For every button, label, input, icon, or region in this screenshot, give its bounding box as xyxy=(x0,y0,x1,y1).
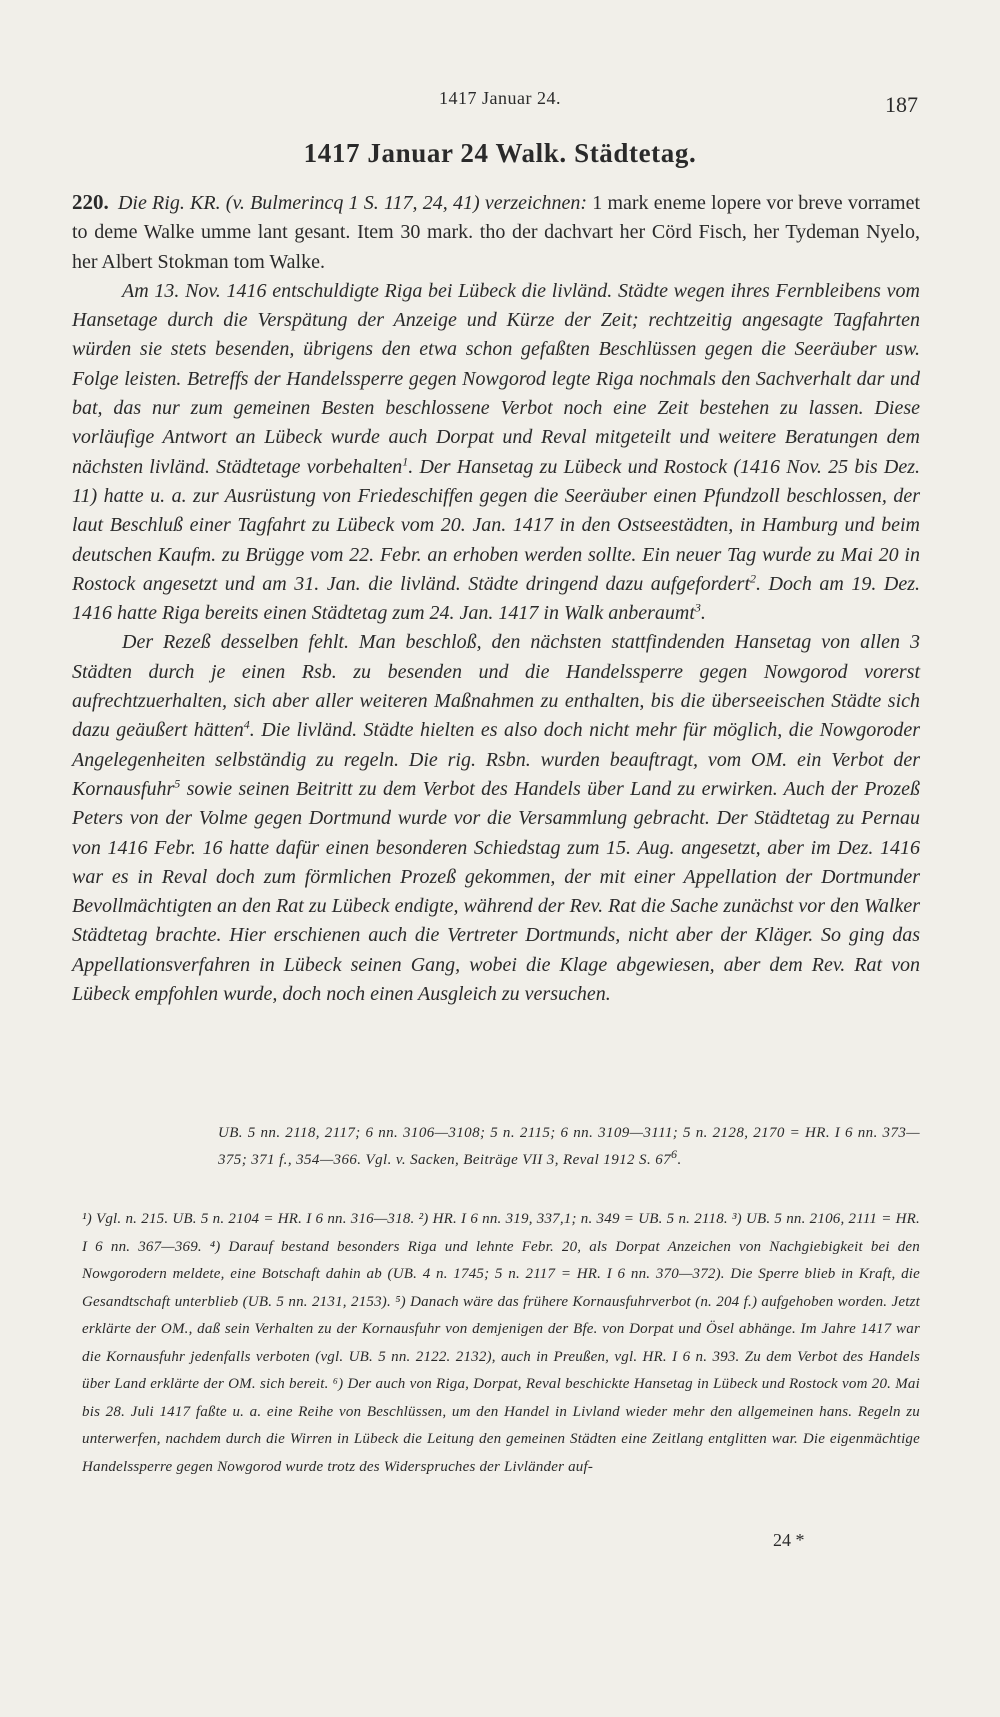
footnote-ref: 2 xyxy=(750,571,757,586)
page-number: 187 xyxy=(885,92,918,117)
footnote-ref: 3 xyxy=(694,600,701,615)
footnote-ref: 5 xyxy=(174,776,181,791)
intro-quote: 1 mark eneme lopere vor breve vorramet to deme Walke umme lant gesant. Item 30 mark. tho der dachvart her Cörd Fisch, her Tydeman Nyelo, her Albert Stokman tom Walke. xyxy=(72,192,921,273)
footnotes: ¹) Vgl. n. 215. UB. 5 n. 2104 = HR. I 6 nn. 316—318. ²) HR. I 6 nn. 319, 337,1; n. 349 = UB. 5 n. 2118. ³) UB. 5 nn. 2106, 2111 = HR. I 6 nn. 367—369. ⁴) Darauf bestand besonders Riga und lehnte Febr. 20, als Dorpat Anzeichen von Nachgiebigkeit bei den Nowgorodern meldete, eine Botschaft dahin ab (UB. 4 n. 1745; 5 n. 2117 = HR. I 6 nn. 370—372). Die Sperre blieb in Kraft, die Gesandtschaft unterblieb (UB. 5 nn. 2131, 2153). ⁵) Danach wäre das frühere Kornausfuhrverbot (n. 204 f.) aufgehoben worden. Jetzt erklärte der OM., daß sein Verhalten zu der Kornausfuhr von demjenigen der Bfe. von Dorpat und Ösel abhänge. Im Jahre 1417 war die Kornausfuhr jedenfalls verboten (vgl. UB. 5 nn. 2122. 2132), auch in Preußen, vgl. HR. I 6 n. 393. Zu dem Verbot des Handels über Land erklärte der OM. sich bereit. ⁶) Der auch von Riga, Dorpat, Reval beschickte Hansetag in Lübeck und Rostock vom 20. Mai bis 28. Juli 1417 faßte u. a. eine Reihe von Beschlüssen, um den Handel in Livland wieder mehr den allgemeinen hans. Regeln zu unterwerfen, nachdem durch die Wirren in Lübeck die Leitung den gemeinen Städten eine Zeitlang entglitten war. Die eigenmächtige Handelssperre gegen Nowgorod wurde trotz des Widerspruches der Livländer auf- xyxy=(82,1211,920,1475)
paragraph-1: Am 13. Nov. 1416 entschuldigte Riga bei Lübeck die livländ. Städte wegen ihres Fernbleibens vom Hansetage durch die Verspätung der Anzeige und Kürze der Zeit; rechtzeitig angesagte Tagfahrten würden sie stets besenden, übrigens den etwa schon gefaßten Beschlüssen gegen die Seeräuber usw. Folge leisten. Betreffs der Handelssperre gegen Nowgorod legte Riga nochmals den Sachverhalt dar und bat, das nur zum gemeinen Besten beschlossene Verbot noch eine Zeit bestehen zu lassen. Diese vorläufige Antwort an Lübeck wurde auch Dorpat und Reval mitgeteilt und weitere Beratungen dem nächsten livländ. Städtetage vorbehalten$^1$. Der Hansetag zu Lübeck und Rostock (1416 Nov. 25 bis Dez. 11) hatte u. a. zur Ausrüstung von Friedeschiffen gegen die Seeräuber einen Pfundzoll beschlossen, der laut Beschluß einer Tagfahrt zu Lübeck vom 20. Jan. 1417 in den Ostseestädten, in Hamburg und beim deutschen Kaufm. zu Brügge vom 22. Febr. an erhoben werden sollte. Ein neuer Tag wurde zu Mai 20 in Rostock angesetzt und am 31. Jan. die livländ. Städte dringend dazu aufgefordert$^2$. Doch am 19. Dez. 1416 hatte Riga bereits einen Städtetag zum 24. Jan. 1417 in Walk anberaumt$^3$. xyxy=(72,279,921,625)
signature-mark: 24 * xyxy=(773,1530,805,1550)
entry-number: 220. xyxy=(72,190,109,214)
source-references: UB. 5 nn. 2118, 2117; 6 nn. 3106—3108; 5 n. 2115; 6 nn. 3109—3111; 5 n. 2128, 2170 = HR. I 6 nn. 373—375; 371 f., 354—366. Vgl. v. Sacken, Beiträge VII 3, Reval 1912 S. $67^6$. xyxy=(218,1125,920,1168)
paragraph-2: Der Rezeß desselben fehlt. Man beschloß, den nächsten stattfindenden Hansetag von allen 3 Städten durch je einen Rsb. zu besenden und die Handelssperre gegen Nowgorod vorerst aufrechtzuerhalten, sich aber aller weiteren Maßnahmen zu enthalten, bis die überseeischen Städte sich dazu geäußert hätten$^4$. Die livländ. Städte hielten es also doch nicht mehr für möglich, die Nowgoroder Angelegenheiten selbständig zu regeln. Die rig. Rsbn. wurden beauftragt, vom OM. ein Verbot der Kornausfuhr$^5$ sowie seinen Beitritt zu dem Verbot des Handels über Land zu erwirken. Auch der Prozeß Peters von der Volme gegen Dortmund wurde vor die Versammlung gebracht. Der Städtetag zu Pernau von 1416 Febr. 16 hatte dafür einen besonderen Schiedstag zum 15. Aug. angesetzt, aber im Dez. 1416 war es in Reval doch zum förmlichen Prozeß gekommen, der mit einer Appellation der Dortmunder Bevollmächtigten an den Rat zu Lübeck endigte, während der Rev. Rat die Sache zunächst vor den Walker Städtetag brachte. Hier erschienen auch die Vertreter Dortmunds, nicht aber der Kläger. So ging das Appellationsverfahren in Lübeck seinen Gang, wobei die Klage abgewiesen, aber dem Rev. Rat von Lübeck empfohlen wurde, doch noch einen Ausgleich zu versuchen. xyxy=(72,631,920,1006)
page-title: 1417 Januar 24 Walk. Städtetag. xyxy=(303,138,697,168)
running-head: 1417 Januar 24. xyxy=(439,88,561,108)
footnote-ref: 1 xyxy=(402,454,409,469)
intro-italic: Die Rig. KR. (v. Bulmerincq 1 S. 117, 24, 41) verzeichnen: xyxy=(117,192,588,214)
footnote-ref: 4 xyxy=(243,717,250,732)
main-text xyxy=(72,188,920,1009)
footnote-ref: 6 xyxy=(671,1147,678,1161)
entry-intro xyxy=(72,188,920,277)
